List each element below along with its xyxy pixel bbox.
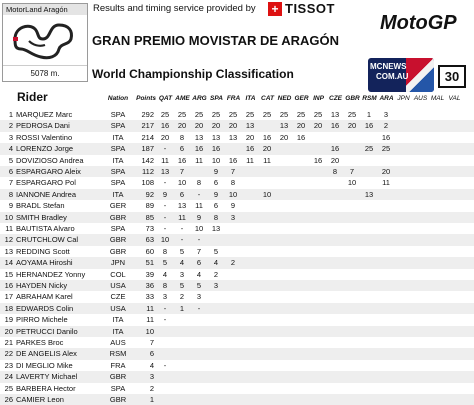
nation-cell: CZE xyxy=(110,292,126,302)
race-points-cell: 2 xyxy=(230,258,236,268)
race-points-cell: 16 xyxy=(177,155,187,165)
nation-cell: SPA xyxy=(110,224,126,233)
round-number: 30 xyxy=(438,65,466,88)
position-cell: 6 xyxy=(8,167,13,176)
rider-name-cell: IANNONE Andrea xyxy=(16,189,77,199)
nation-cell: RSM xyxy=(109,349,127,359)
race-points-cell: 4 xyxy=(196,269,202,279)
race-column-header: INP xyxy=(313,95,324,102)
rider-name-cell: EDWARDS Colin xyxy=(16,303,74,313)
race-points-cell: 16 xyxy=(160,121,170,131)
position-cell: 11 xyxy=(5,224,13,233)
nation-cell: ITA xyxy=(112,189,124,199)
race-points-cell: 25 xyxy=(313,110,323,119)
table-row xyxy=(0,212,474,223)
race-points-cell: 11 xyxy=(161,155,169,165)
track-name: MotorLand Aragón xyxy=(3,4,87,15)
race-points-cell: 16 xyxy=(330,144,340,154)
timing-service-label: Results and timing service provided by xyxy=(93,3,256,14)
points-cell: 292 xyxy=(141,110,154,119)
tissot-wordmark: TISSOT xyxy=(285,1,335,16)
race-points-cell: - xyxy=(197,235,201,245)
race-points-cell: 13 xyxy=(211,132,221,142)
position-cell: 3 xyxy=(8,132,13,142)
nation-cell: ITA xyxy=(112,155,124,165)
rider-name-cell: LAVERTY Michael xyxy=(16,372,78,382)
race-points-cell: 1 xyxy=(366,110,372,119)
race-column-header: NED xyxy=(277,95,292,102)
race-points-cell: 9 xyxy=(213,189,219,199)
table-row xyxy=(0,269,474,280)
race-column-header: RSM xyxy=(362,95,377,102)
position-cell: 26 xyxy=(4,395,13,404)
position-cell: 13 xyxy=(4,246,13,256)
race-points-cell: 10 xyxy=(347,178,357,188)
race-points-cell: 8 xyxy=(162,246,168,256)
points-cell: 92 xyxy=(145,189,154,199)
race-points-cell: 20 xyxy=(228,121,238,131)
table-row xyxy=(0,155,474,166)
race-points-cell: 10 xyxy=(211,155,221,165)
race-column-header: JPN xyxy=(397,95,410,102)
race-points-cell: 10 xyxy=(160,235,170,245)
race-points-cell: 9 xyxy=(213,167,219,176)
race-points-cell: 16 xyxy=(364,121,374,131)
race-points-cell: 8 xyxy=(230,178,236,188)
motogp-logo: MotoGP xyxy=(380,12,457,34)
points-cell: 3 xyxy=(149,372,154,382)
rider-name-cell: AOYAMA Hiroshi xyxy=(16,258,73,268)
race-points-cell: 9 xyxy=(230,201,236,211)
watermark-line2: COM.AU xyxy=(376,72,409,81)
nation-cell: SPA xyxy=(110,144,126,154)
points-cell: 73 xyxy=(145,224,154,233)
rider-name-cell: DE ANGELIS Alex xyxy=(16,349,77,359)
points-cell: 4 xyxy=(149,360,154,370)
rider-name-cell: ESPARGARO Aleix xyxy=(16,167,81,176)
race-points-cell: - xyxy=(163,212,167,222)
rider-name-cell: LORENZO Jorge xyxy=(16,144,74,154)
race-points-cell: 7 xyxy=(230,167,236,176)
table-row xyxy=(0,348,474,359)
race-points-cell: 20 xyxy=(194,121,204,131)
position-cell: 12 xyxy=(4,235,13,245)
watermark-line1: MCNEWS xyxy=(370,62,407,71)
table-row xyxy=(0,303,474,314)
race-points-cell: 9 xyxy=(162,189,168,199)
race-points-cell: 3 xyxy=(383,110,389,119)
race-column-header: CAT xyxy=(261,95,274,102)
nation-cell: AUS xyxy=(110,338,126,347)
rider-name-cell: BRADL Stefan xyxy=(16,201,65,211)
race-points-cell: 16 xyxy=(228,155,238,165)
race-points-cell: 10 xyxy=(194,224,204,233)
rider-name-cell: CRUTCHLOW Cal xyxy=(16,235,79,245)
nation-cell: GBR xyxy=(109,395,127,404)
race-points-cell: 4 xyxy=(162,269,168,279)
points-cell: 112 xyxy=(142,167,154,176)
nation-cell: ITA xyxy=(112,326,124,336)
race-points-cell: 3 xyxy=(196,292,202,302)
race-points-cell: 20 xyxy=(177,121,187,131)
race-points-cell: 20 xyxy=(313,121,323,131)
race-column-header: ITA xyxy=(245,95,256,102)
rider-name-cell: CAMIER Leon xyxy=(16,395,64,404)
race-points-cell: 20 xyxy=(381,167,391,176)
race-points-cell: 2 xyxy=(179,292,185,302)
race-points-cell: 4 xyxy=(179,258,185,268)
position-cell: 23 xyxy=(4,360,13,370)
nation-cell: GBR xyxy=(109,212,127,222)
race-points-cell: 11 xyxy=(195,201,203,211)
race-points-cell: 13 xyxy=(160,167,170,176)
race-points-cell: 2 xyxy=(383,121,389,131)
race-column-header: QAT xyxy=(158,95,173,102)
points-cell: 108 xyxy=(141,178,154,188)
track-map-panel xyxy=(2,3,88,82)
table-row xyxy=(0,143,474,154)
position-cell: 24 xyxy=(4,372,13,382)
position-cell: 17 xyxy=(4,292,13,302)
rider-name-cell: HERNANDEZ Yonny xyxy=(16,269,86,279)
race-points-cell: 16 xyxy=(245,144,255,154)
race-column-header: VAL xyxy=(448,95,461,102)
position-cell: 16 xyxy=(4,281,13,290)
points-cell: 187 xyxy=(141,144,154,154)
points-cell: 60 xyxy=(145,246,154,256)
nation-cell: COL xyxy=(110,269,126,279)
race-points-cell: 25 xyxy=(279,110,289,119)
position-cell: 20 xyxy=(4,326,13,336)
race-points-cell: 5 xyxy=(179,281,185,290)
points-column-header: Points xyxy=(136,95,156,102)
race-column-header: MAL xyxy=(430,95,445,102)
nation-cell: JPN xyxy=(110,258,126,268)
race-column-header: GBR xyxy=(345,95,360,102)
race-points-cell: 5 xyxy=(162,258,168,268)
race-points-cell: 2 xyxy=(213,269,219,279)
rider-name-cell: PIRRO Michele xyxy=(16,315,68,325)
race-points-cell: 25 xyxy=(347,110,357,119)
race-points-cell: 16 xyxy=(381,132,391,142)
race-points-cell: 1 xyxy=(179,303,185,313)
race-points-cell: 11 xyxy=(246,155,254,165)
race-points-cell: 16 xyxy=(262,132,272,142)
race-points-cell: 13 xyxy=(194,132,204,142)
race-points-cell: 20 xyxy=(330,155,340,165)
position-cell: 7 xyxy=(8,178,13,188)
points-cell: 89 xyxy=(145,201,154,211)
position-cell: 9 xyxy=(8,201,13,211)
race-points-cell: 13 xyxy=(177,201,187,211)
nation-cell: FRA xyxy=(110,360,126,370)
rider-name-cell: PARKES Broc xyxy=(16,338,64,347)
table-row xyxy=(0,314,474,325)
table-row xyxy=(0,200,474,211)
grand-prix-title: GRAN PREMIO MOVISTAR DE ARAGÓN xyxy=(92,33,340,48)
nation-cell: GBR xyxy=(109,246,127,256)
race-points-cell: 16 xyxy=(211,144,221,154)
table-row xyxy=(0,132,474,143)
race-column-header: SPA xyxy=(210,95,223,102)
nation-cell: SPA xyxy=(110,121,126,131)
race-points-cell: 16 xyxy=(313,155,323,165)
points-cell: 63 xyxy=(145,235,154,245)
points-cell: 85 xyxy=(145,212,154,222)
race-points-cell: 20 xyxy=(296,121,306,131)
table-row xyxy=(0,177,474,188)
nation-cell: SPA xyxy=(110,383,126,393)
race-points-cell: 13 xyxy=(330,110,340,119)
race-points-cell: - xyxy=(163,144,167,154)
points-cell: 39 xyxy=(145,269,154,279)
nation-cell: GBR xyxy=(109,372,127,382)
watermark-badge xyxy=(368,58,434,92)
race-points-cell: 20 xyxy=(211,121,221,131)
points-cell: 1 xyxy=(149,395,154,404)
race-points-cell: 25 xyxy=(381,144,391,154)
race-points-cell: 25 xyxy=(194,110,204,119)
race-column-header: AME xyxy=(175,95,190,102)
race-points-cell: 4 xyxy=(213,258,219,268)
position-cell: 19 xyxy=(4,315,13,325)
points-cell: 142 xyxy=(141,155,154,165)
position-cell: 15 xyxy=(4,269,13,279)
points-cell: 2 xyxy=(149,383,154,393)
position-cell: 5 xyxy=(8,155,13,165)
table-row xyxy=(0,360,474,371)
start-line-marker xyxy=(13,37,18,41)
nation-cell: GER xyxy=(109,201,127,211)
position-cell: 1 xyxy=(8,110,13,119)
points-cell: 6 xyxy=(149,349,154,359)
race-points-cell: 25 xyxy=(262,110,272,119)
race-points-cell: - xyxy=(197,303,201,313)
nation-cell: ITA xyxy=(112,315,124,325)
table-row xyxy=(0,326,474,337)
points-cell: 214 xyxy=(141,132,154,142)
race-points-cell: 8 xyxy=(162,281,168,290)
race-points-cell: - xyxy=(197,189,201,199)
race-points-cell: 9 xyxy=(196,212,202,222)
rider-name-cell: BAUTISTA Alvaro xyxy=(16,224,75,233)
table-row xyxy=(0,223,474,234)
race-points-cell: 16 xyxy=(330,121,340,131)
position-cell: 10 xyxy=(4,212,13,222)
table-row xyxy=(0,246,474,257)
race-points-cell: 8 xyxy=(196,178,202,188)
nation-cell: GBR xyxy=(109,235,127,245)
position-cell: 14 xyxy=(4,258,13,268)
table-row xyxy=(0,189,474,200)
race-points-cell: 3 xyxy=(230,212,236,222)
points-cell: 217 xyxy=(141,121,154,131)
race-points-cell: 25 xyxy=(245,110,255,119)
race-points-cell: 11 xyxy=(382,178,390,188)
table-row xyxy=(0,291,474,302)
race-column-header: CZE xyxy=(329,95,342,102)
points-cell: 11 xyxy=(146,303,154,313)
race-points-cell: 13 xyxy=(364,189,374,199)
rider-name-cell: PETRUCCI Danilo xyxy=(16,326,78,336)
nation-cell: USA xyxy=(110,281,126,290)
race-points-cell: 6 xyxy=(213,178,219,188)
rider-column-header: Rider xyxy=(17,90,48,104)
race-points-cell: 8 xyxy=(179,132,185,142)
nation-cell: SPA xyxy=(110,167,126,176)
table-row xyxy=(0,371,474,382)
rider-name-cell: REDDING Scott xyxy=(16,246,70,256)
race-points-cell: 13 xyxy=(228,132,238,142)
race-points-cell: 11 xyxy=(263,155,271,165)
race-points-cell: 25 xyxy=(160,110,170,119)
table-row xyxy=(0,280,474,291)
race-points-cell: 25 xyxy=(228,110,238,119)
race-points-cell: 5 xyxy=(179,246,185,256)
race-points-cell: - xyxy=(180,224,184,233)
race-points-cell: 25 xyxy=(211,110,221,119)
position-cell: 18 xyxy=(4,303,13,313)
rider-name-cell: PEDROSA Dani xyxy=(16,121,70,131)
rider-name-cell: BARBERA Hector xyxy=(16,383,76,393)
race-points-cell: 25 xyxy=(364,144,374,154)
track-length: 5078 m. xyxy=(3,65,87,81)
rider-name-cell: ABRAHAM Karel xyxy=(16,292,73,302)
track-layout-diagram xyxy=(9,17,81,63)
race-points-cell: 6 xyxy=(179,189,185,199)
race-points-cell: - xyxy=(163,201,167,211)
race-points-cell: 3 xyxy=(179,269,185,279)
nation-cell: SPA xyxy=(110,110,126,119)
race-points-cell: 10 xyxy=(262,189,272,199)
race-column-header: FRA xyxy=(226,95,241,102)
race-points-cell: 25 xyxy=(296,110,306,119)
race-points-cell: - xyxy=(163,303,167,313)
race-points-cell: 10 xyxy=(228,189,238,199)
rider-name-cell: DOVIZIOSO Andrea xyxy=(16,155,84,165)
rider-name-cell: ESPARGARO Pol xyxy=(16,178,76,188)
position-cell: 4 xyxy=(8,144,13,154)
rider-name-cell: HAYDEN Nicky xyxy=(16,281,68,290)
race-points-cell: - xyxy=(163,360,167,370)
race-points-cell: 7 xyxy=(179,167,185,176)
position-cell: 2 xyxy=(8,121,13,131)
race-column-header: GER xyxy=(294,95,309,102)
race-points-cell: 10 xyxy=(177,178,187,188)
race-points-cell: 13 xyxy=(279,121,289,131)
race-points-cell: 16 xyxy=(194,144,204,154)
points-cell: 51 xyxy=(145,258,154,268)
points-cell: 36 xyxy=(145,281,154,290)
rider-name-cell: DI MEGLIO Mike xyxy=(16,360,73,370)
race-points-cell: 5 xyxy=(196,281,202,290)
position-cell: 22 xyxy=(4,349,13,359)
race-points-cell: 8 xyxy=(213,212,219,222)
race-points-cell: 3 xyxy=(213,281,219,290)
race-column-header: ARA xyxy=(379,95,394,102)
race-points-cell: 7 xyxy=(196,246,202,256)
race-points-cell: 6 xyxy=(213,201,219,211)
race-points-cell: 20 xyxy=(347,121,357,131)
table-row xyxy=(0,257,474,268)
nation-column-header: Nation xyxy=(107,95,129,102)
table-row xyxy=(0,234,474,245)
points-cell: 11 xyxy=(146,315,154,325)
table-row xyxy=(0,383,474,394)
race-points-cell: 13 xyxy=(211,224,221,233)
race-points-cell: 20 xyxy=(262,144,272,154)
table-row xyxy=(0,109,474,120)
nation-cell: SPA xyxy=(110,178,126,188)
race-points-cell: 7 xyxy=(349,167,355,176)
points-cell: 33 xyxy=(145,292,154,302)
table-row xyxy=(0,337,474,348)
race-points-cell: 6 xyxy=(179,144,185,154)
rider-name-cell: SMITH Bradley xyxy=(16,212,67,222)
race-points-cell: 25 xyxy=(177,110,187,119)
race-points-cell: 13 xyxy=(245,121,255,131)
rider-name-cell: MARQUEZ Marc xyxy=(16,110,73,119)
table-header xyxy=(0,92,474,106)
race-points-cell: 6 xyxy=(196,258,202,268)
race-points-cell: - xyxy=(163,224,167,233)
race-points-cell: 5 xyxy=(213,246,219,256)
race-points-cell: 20 xyxy=(160,132,170,142)
race-points-cell: - xyxy=(163,315,167,325)
race-points-cell: 20 xyxy=(245,132,255,142)
tissot-cross-icon: + xyxy=(268,2,282,16)
table-row xyxy=(0,120,474,131)
race-points-cell: 8 xyxy=(332,167,338,176)
rider-name-cell: ROSSI Valentino xyxy=(16,132,73,142)
points-cell: 7 xyxy=(149,338,154,347)
race-column-header: AUS xyxy=(413,95,428,102)
race-points-cell: - xyxy=(180,235,184,245)
table-row xyxy=(0,166,474,177)
position-cell: 25 xyxy=(4,383,13,393)
race-points-cell: 11 xyxy=(195,155,203,165)
position-cell: 21 xyxy=(4,338,13,347)
race-points-cell: 20 xyxy=(279,132,289,142)
nation-cell: USA xyxy=(110,303,126,313)
race-points-cell: 3 xyxy=(162,292,168,302)
race-column-header: ARG xyxy=(192,95,207,102)
position-cell: 8 xyxy=(8,189,13,199)
race-points-cell: 16 xyxy=(296,132,306,142)
nation-cell: ITA xyxy=(112,132,124,142)
classification-title: World Championship Classification xyxy=(92,67,294,81)
race-points-cell: 11 xyxy=(178,212,186,222)
race-points-cell: - xyxy=(163,178,167,188)
points-cell: 10 xyxy=(145,326,154,336)
